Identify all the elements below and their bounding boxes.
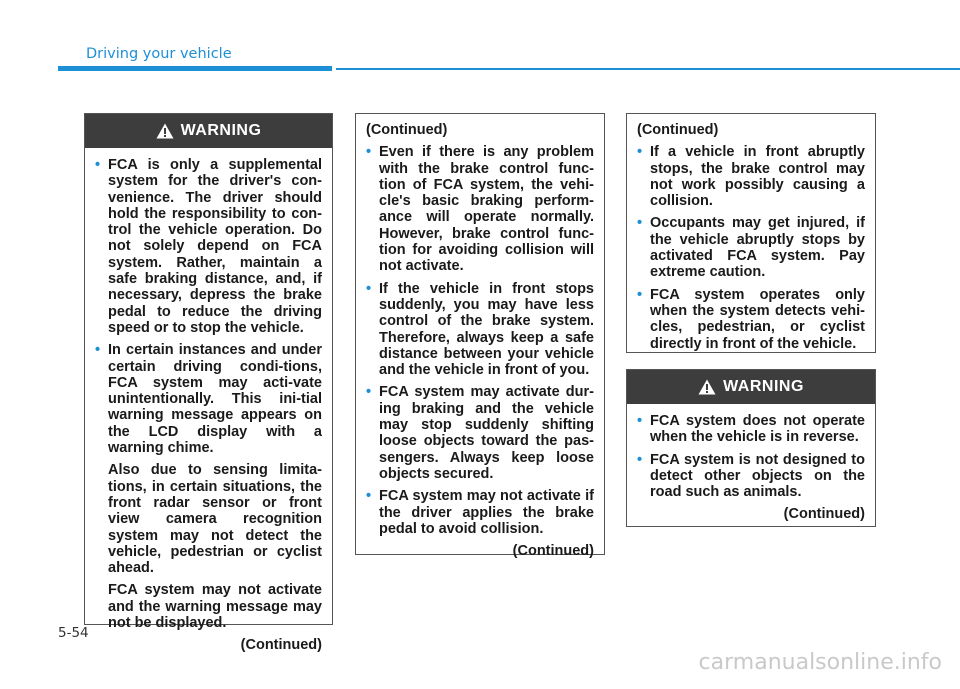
warning-triangle-icon bbox=[156, 123, 174, 139]
paragraph: FCA system may not activate and the warning message may not be displayed. bbox=[108, 582, 322, 632]
list-item: • FCA system does not operate when the vehicle is in reverse. bbox=[637, 413, 865, 446]
list-item: • FCA system operates only when the system detects vehi-cles, pedestrian, or cyclist directly in front of the vehicle. bbox=[637, 287, 865, 352]
list-item: • Even if there is any problem with the brake control func-tion of FCA system, the vehi-cle's basic braking perform-ance will operate normally. However, brake control func-tion for avoiding collision will not activate. bbox=[366, 144, 594, 274]
list-item: • If a vehicle in front abruptly stops, the brake control may not work possibly causing a collision. bbox=[637, 144, 865, 209]
list-item: • Occupants may get injured, if the vehicle abruptly stops by activated FCA system. Pay extreme caution. bbox=[637, 215, 865, 280]
watermark: carmanualsonline.info bbox=[698, 650, 942, 675]
page-number: 5-54 bbox=[58, 625, 89, 641]
warning-title: WARNING bbox=[180, 122, 262, 139]
list-item: • FCA system may not activate if the driver applies the brake pedal to avoid collision. bbox=[366, 488, 594, 537]
warning-header bbox=[85, 114, 332, 148]
continued-box-2 bbox=[355, 113, 605, 560]
list-item: • If the vehicle in front stops suddenly, you may have less control of the brake system. Therefore, always keep a safe distance between your vehicle and the vehicle in front of you. bbox=[366, 281, 594, 379]
continued-label: (Continued) bbox=[366, 122, 448, 138]
warning-box-1 bbox=[84, 113, 333, 654]
header-rule-thin bbox=[336, 68, 960, 70]
continued-label: (Continued) bbox=[512, 543, 594, 560]
list-item: • FCA system is not designed to detect other objects on the road such as animals. bbox=[637, 452, 865, 501]
warning-triangle-icon bbox=[698, 379, 716, 395]
continued-label: (Continued) bbox=[783, 506, 865, 523]
warning-header bbox=[627, 370, 875, 404]
warning-box-4 bbox=[626, 369, 876, 527]
continued-box-3 bbox=[626, 113, 876, 353]
list-item: • FCA is only a supplemental system for the driver's con-venience. The driver should hold the responsibility to con-trol the vehicle operation. Do not solely depend on FCA system. Rather, maintain a safe braking distance, and, if necessary, depress the brake pedal to reduce the driving speed or to stop the vehicle. bbox=[95, 157, 322, 336]
continued-label: (Continued) bbox=[240, 637, 322, 654]
list-item: • In certain instances and under certain driving condi-tions, FCA system may acti-vate unintentionally. This ini-tial warning message appears on the LCD display with a warning chime. bbox=[95, 342, 322, 456]
header-rule-thick bbox=[58, 66, 332, 71]
warning-title: WARNING bbox=[723, 378, 804, 395]
continued-label: (Continued) bbox=[637, 122, 719, 138]
paragraph: Also due to sensing limita-tions, in certain situations, the front radar sensor or front view camera recognition system may not detect the vehicle, pedestrian or cyclist ahead. bbox=[108, 462, 322, 577]
section-title: Driving your vehicle bbox=[86, 46, 232, 62]
list-item: • FCA system may activate dur-ing braking and the vehicle may stop suddenly shifting loose objects toward the pas-sengers. Always keep loose objects secured. bbox=[366, 384, 594, 482]
